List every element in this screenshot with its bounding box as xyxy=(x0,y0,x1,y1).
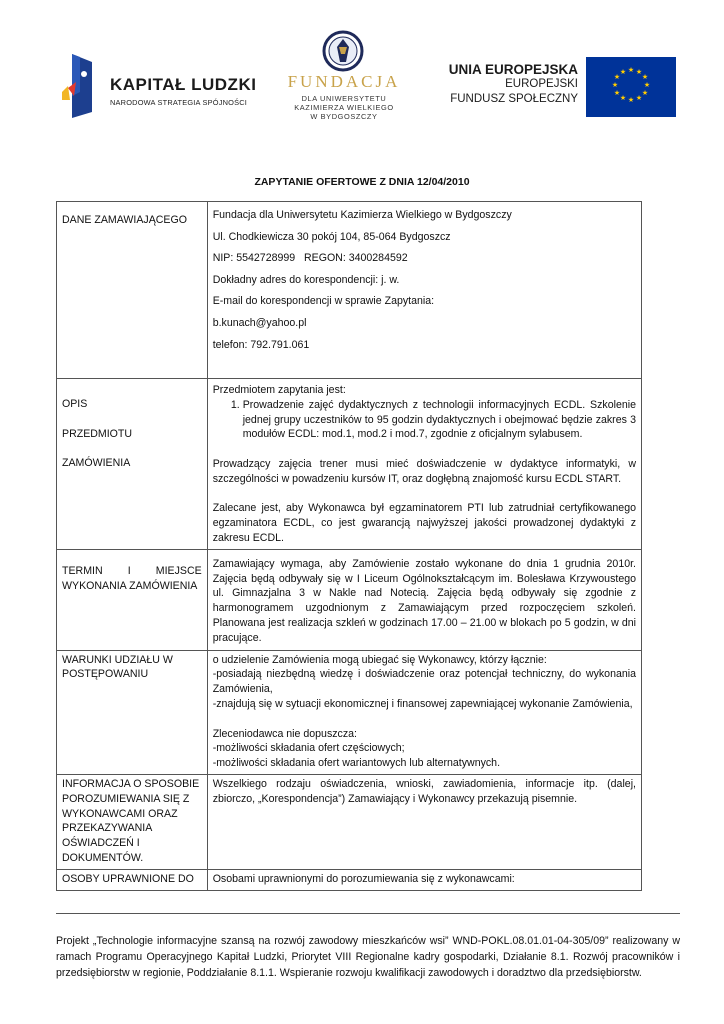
opis-label-2: PRZEDMIOTU xyxy=(62,427,133,440)
svg-text:★: ★ xyxy=(641,73,649,81)
footer-text: Projekt „Technologie informacyjne szansą na rozwój zawodowy mieszkańców wsi” WND-POKL.08.01.01-04-305/09” realizowany w ramach Programu Operacyjnego Kapitał Ludzki, Priorytet VIII Regionalne kadry gospodarki, Działanie 8.1. Rozwój pracowników i przedsiębiorstw w regionie, Poddziałanie 8.1.1. Wspieranie rozwoju kwalifikacji zawodowych i doradztwo dla przedsiębiorstw. xyxy=(56,935,680,979)
informacja-label-3: WYKONAWCAMI ORAZ xyxy=(62,807,178,820)
opis-label-1: OPIS xyxy=(62,398,88,410)
fundacja-logo xyxy=(282,30,406,125)
kapital-ludzki-mark xyxy=(58,52,102,118)
warunki-content-cell xyxy=(207,650,641,774)
svg-text:★: ★ xyxy=(619,68,627,76)
opis-para-2: Prowadzący zajęcia trener musi mieć doświadczenie w dydaktyce informatyki, w szczególności w powadzeniu kursów IT, oraz dogłębną znajomość kursu ECDL START. xyxy=(212,457,636,485)
termin-text: Zamawiający wymaga, aby Zamówienie zostało wykonane do dnia 1 grudnia 2010r. Zajęcia będą odbywały się w I Liceum Ogólnokształcącym im. Bolesława Krzywoustego ul. Gimnazjalna 3 w Nakle nad Notecią. Zajęcia będą odbywały się zgodnie z harmonogramem uzgodnionym z Zamawiającym przed rozpoczęciem szkoleń. Planowana jest realizacja szkleń w godzinach 17.00 – 21.00 w blokach po 5 godzin, w dni pracujące. xyxy=(212,557,636,644)
termin-label-line-1 xyxy=(62,564,202,579)
opis-content-cell xyxy=(207,379,641,550)
warunki-label-cell xyxy=(57,650,208,774)
dane-line-4: Dokładny adres do korespondencji: j. w. xyxy=(212,273,400,286)
termin-content-cell xyxy=(207,549,641,650)
kapital-ludzki-title: KAPITAŁ LUDZKI xyxy=(110,75,257,94)
row-termin xyxy=(57,549,642,650)
eu-line-3: FUNDUSZ SPOŁECZNY xyxy=(450,93,578,105)
svg-text:★: ★ xyxy=(635,68,643,76)
kapital-ludzki-logo xyxy=(58,52,258,122)
dane-label-cell xyxy=(57,202,208,379)
dane-email[interactable]: b.kunach@yahoo.pl xyxy=(212,316,307,329)
fundacja-name: FUNDACJA xyxy=(287,72,401,91)
svg-text:★: ★ xyxy=(613,73,621,81)
dane-phone: telefon: 792.791.061 xyxy=(212,338,310,351)
informacja-label-6: DOKUMENTÓW. xyxy=(62,851,144,864)
opis-label-cell xyxy=(57,379,208,550)
warunki-line-6: -możliwości składania ofert wariantowych lub alternatywnych. xyxy=(212,757,501,770)
header-logos xyxy=(0,0,724,140)
svg-text:★: ★ xyxy=(641,89,649,97)
svg-text:★: ★ xyxy=(619,94,627,102)
termin-label-line-2: WYKONANIA ZAMÓWIENIA xyxy=(62,579,198,592)
osoby-text: Osobami uprawnionymi do porozumiewania się z wykonawcami: xyxy=(212,872,515,885)
informacja-label-4: PRZEKAZYWANIA xyxy=(62,822,153,835)
warunki-line-4: Zleceniodawca nie dopuszcza: xyxy=(212,727,357,740)
fundacja-line-1: DLA UNIWERSYTETU xyxy=(301,94,387,103)
row-warunki xyxy=(57,650,642,774)
document-title: ZAPYTANIE OFERTOWE Z DNIA 12/04/2010 xyxy=(254,176,470,188)
osoby-content-cell xyxy=(207,869,641,890)
warunki-line-5: -możliwości składania ofert częściowych; xyxy=(212,742,405,755)
warunki-label-1: WARUNKI UDZIAŁU W xyxy=(62,653,173,666)
svg-text:★: ★ xyxy=(613,89,621,97)
svg-text:★: ★ xyxy=(627,96,635,104)
eu-title: UNIA EUROPEJSKA xyxy=(448,62,578,77)
svg-text:★: ★ xyxy=(643,81,651,89)
informacja-text: Wszelkiego rodzaju oświadczenia, wnioski, zawiadomienia, informacje itp. (dalej, zbiorczo, „Korespondencja”) Zamawiający i Wykonawcy przekazują pisemnie. xyxy=(212,777,636,805)
svg-text:★: ★ xyxy=(635,94,643,102)
warunki-line-3: -znajdują się w sytuacji ekonomicznej i finansowej zapewniającej wykonanie Zamówienia, xyxy=(212,697,633,710)
informacja-label-5: OŚWIADCZEŃ I xyxy=(62,837,140,850)
kapital-ludzki-subtitle: NARODOWA STRATEGIA SPÓJNOŚCI xyxy=(110,98,248,107)
opis-para-3: Zalecane jest, aby Wykonawca był egzaminatorem PTI lub zatrudniał certyfikowanego egzaminatora ECDL, co jest gwarancją najwyższej jakości prowadzonej dydaktyki z zakresu ECDL. xyxy=(212,502,636,544)
row-informacja xyxy=(57,774,642,869)
warunki-line-2: -posiadają niezbędną wiedzę i doświadczenie oraz potencjał techniczny, do wykonania Zamówienia, xyxy=(212,668,636,696)
informacja-content-cell xyxy=(207,774,641,869)
dane-line-3: NIP: 5542728999 REGON: 3400284592 xyxy=(212,252,408,265)
opis-list xyxy=(213,398,636,442)
termin-label-word-1: TERMIN xyxy=(62,564,103,577)
fundacja-line-2: KAZIMIERZA WIELKIEGO xyxy=(294,103,394,112)
warunki-label-2: POSTĘPOWANIU xyxy=(62,668,149,681)
dane-line-2: Ul. Chodkiewicza 30 pokój 104, 85-064 Bydgoszcz xyxy=(212,230,451,243)
dane-line-1: Fundacja dla Uniwersytetu Kazimierza Wielkiego w Bydgoszczy xyxy=(212,209,512,221)
informacja-label-2: POROZUMIEWANIA SIĘ Z xyxy=(62,792,190,805)
opis-item-1: 1. Prowadzenie zajęć dydaktycznych z technologii informacyjnych ECDL. Szkolenie jednej grupy uczestników to 95 godzin dydaktycznych i obejmować będzie zakres 3 modułów ECDL: mod.1, mod.2 i mod.7, zgodnie z oficjalnym sylabusem. xyxy=(243,398,636,442)
fundacja-line-3: W BYDGOSZCZY xyxy=(310,112,378,121)
svg-text:★: ★ xyxy=(627,66,635,74)
warunki-line-1: o udzielenie Zamówienia mogą ubiegać się Wykonawcy, którzy łącznie: xyxy=(212,653,547,666)
dane-label: DANE ZAMAWIAJĄCEGO xyxy=(62,214,187,226)
informacja-label-1: INFORMACJA O SPOSOBIE xyxy=(62,777,200,790)
informacja-label-cell xyxy=(57,774,208,869)
termin-label-cell xyxy=(57,549,208,650)
row-dane xyxy=(57,202,642,379)
svg-text:★: ★ xyxy=(611,81,619,89)
row-opis xyxy=(57,379,642,550)
termin-label-word-2: I xyxy=(127,564,131,577)
osoby-label: OSOBY UPRAWNIONE DO xyxy=(62,872,194,885)
termin-label-word-3: MIEJSCE xyxy=(155,564,202,577)
dane-content-cell xyxy=(207,202,641,379)
fundacja-emblem-icon xyxy=(322,30,364,72)
opis-intro: Przedmiotem zapytania jest: xyxy=(212,384,346,396)
eu-line-2: EUROPEJSKI xyxy=(505,78,578,90)
row-osoby xyxy=(57,869,642,890)
eu-flag-icon xyxy=(586,57,676,117)
request-table xyxy=(56,201,642,891)
footer-divider xyxy=(56,913,680,914)
eu-text-block xyxy=(448,62,578,107)
dane-line-5: E-mail do korespondencji w sprawie Zapytania: xyxy=(212,295,435,308)
osoby-label-cell xyxy=(57,869,208,890)
opis-label-3: ZAMÓWIENIA xyxy=(62,457,131,470)
